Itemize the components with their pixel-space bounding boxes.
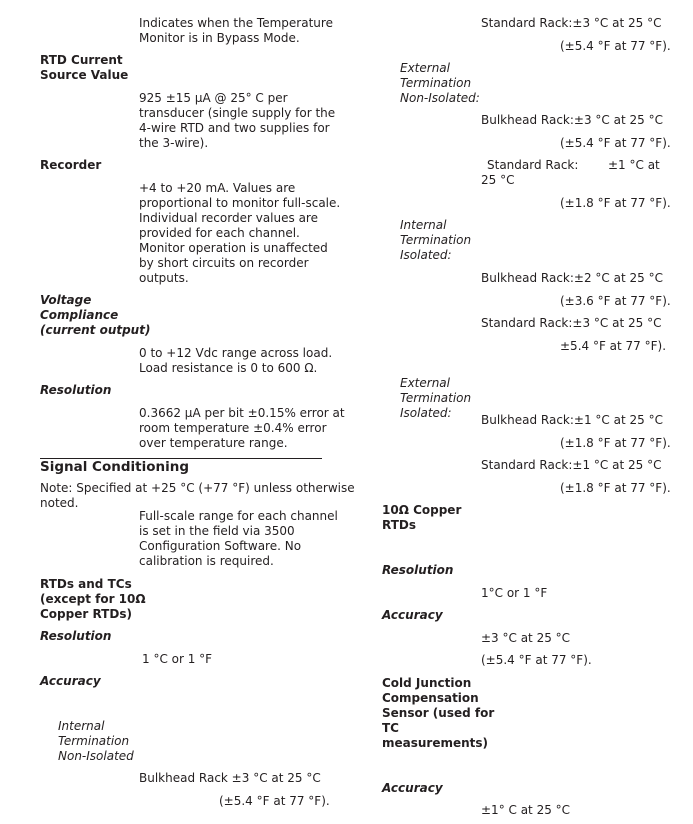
bulkhead-rack-internal-nonisolated-f: (±5.4 °F at 77 °F). — [219, 794, 330, 808]
full-scale-description: Full-scale range for each channel is set in the field via 3500 Configuration Software. No calibration is required. — [139, 509, 338, 568]
recorder-description: +4 to +20 mA. Values are proportional to monitor full-scale. Individual recorder values are provided for each channel. Monitor operation is unaffected by short circuits on recorder outputs. — [139, 181, 341, 285]
standard-rack-internal-nonisolated-f: (±5.4 °F at 77 °F). — [560, 39, 671, 53]
rtds-accuracy-label: Accuracy — [40, 674, 101, 688]
copper-resolution-value: 1°C or 1 °F — [481, 586, 548, 600]
cold-junction-label: Cold Junction Compensation Sensor (used for TC measurements) — [382, 676, 495, 750]
copper-rtds-label: 10Ω Copper RTDs — [382, 503, 462, 532]
resolution-label: Resolution — [40, 383, 112, 397]
cold-junction-accuracy-value: ±1° C at 25 °C — [481, 803, 571, 817]
standard-rack-external-nonisolated-a: Standard Rack: — [487, 158, 579, 172]
internal-nonisolated-label: Internal Termination Non-Isolated — [58, 719, 134, 763]
standard-rack-internal-isolated: Standard Rack:±3 °C at 25 °C — [481, 316, 662, 330]
bulkhead-rack-external-nonisolated-f: (±5.4 °F at 77 °F). — [560, 136, 671, 150]
rtds-resolution-value: 1 °C or 1 °F — [142, 652, 213, 666]
rtds-tcs-label: RTDs and TCs (except for 10Ω Copper RTDs) — [40, 577, 146, 621]
rtd-current-label: RTD Current Source Value — [40, 53, 129, 82]
bulkhead-rack-external-isolated: Bulkhead Rack:±1 °C at 25 °C — [481, 413, 663, 427]
copper-accuracy-f: (±5.4 °F at 77 °F). — [481, 653, 592, 667]
standard-rack-external-isolated-f: (±1.8 °F at 77 °F). — [560, 481, 671, 495]
signal-conditioning-note: Note: Specified at +25 °C (+77 °F) unless otherwise noted. — [40, 481, 355, 510]
bulkhead-rack-external-isolated-f: (±1.8 °F at 77 °F). — [560, 436, 671, 450]
copper-accuracy-label: Accuracy — [382, 608, 443, 622]
bulkhead-rack-external-nonisolated: Bulkhead Rack:±3 °C at 25 °C — [481, 113, 663, 127]
cold-junction-accuracy-label: Accuracy — [382, 781, 443, 795]
voltage-compliance-description: 0 to +12 Vdc range across load. Load resistance is 0 to 600 Ω. — [139, 346, 333, 375]
resolution-description: 0.3662 μA per bit ±0.15% error at room temperature ±0.4% error over temperature range. — [139, 406, 345, 450]
standard-rack-external-nonisolated-b: ±1 °C at — [608, 158, 660, 172]
external-isolated-label: External Termination Isolated: — [400, 376, 472, 420]
bulkhead-rack-internal-isolated-f: (±3.6 °F at 77 °F). — [560, 294, 671, 308]
section-divider — [40, 458, 322, 459]
bypass-description: Indicates when the Temperature Monitor is in Bypass Mode. — [139, 16, 333, 45]
standard-rack-internal-isolated-f: ±5.4 °F at 77 °F). — [560, 339, 667, 353]
voltage-compliance-label: Voltage Compliance (current output) — [40, 293, 151, 337]
recorder-label: Recorder — [40, 158, 102, 172]
bulkhead-rack-internal-isolated: Bulkhead Rack:±2 °C at 25 °C — [481, 271, 663, 285]
rtd-current-description: 925 ±15 μA @ 25° C per transducer (single supply for the 4-wire RTD and two supplies for the 3-wire). — [139, 91, 336, 150]
standard-rack-external-isolated: Standard Rack:±1 °C at 25 °C — [481, 458, 662, 472]
copper-accuracy-value: ±3 °C at 25 °C — [481, 631, 571, 645]
standard-rack-external-nonisolated-c: 25 °C — [481, 173, 515, 187]
copper-resolution-label: Resolution — [382, 563, 454, 577]
standard-rack-internal-nonisolated: Standard Rack:±3 °C at 25 °C — [481, 16, 662, 30]
rtds-resolution-label: Resolution — [40, 629, 112, 643]
signal-conditioning-heading: Signal Conditioning — [40, 459, 190, 475]
standard-rack-external-nonisolated-f: (±1.8 °F at 77 °F). — [560, 196, 671, 210]
internal-isolated-label: Internal Termination Isolated: — [400, 218, 472, 262]
bulkhead-rack-internal-nonisolated: Bulkhead Rack ±3 °C at 25 °C — [139, 771, 321, 785]
external-nonisolated-label: External Termination Non-Isolated: — [400, 61, 480, 105]
